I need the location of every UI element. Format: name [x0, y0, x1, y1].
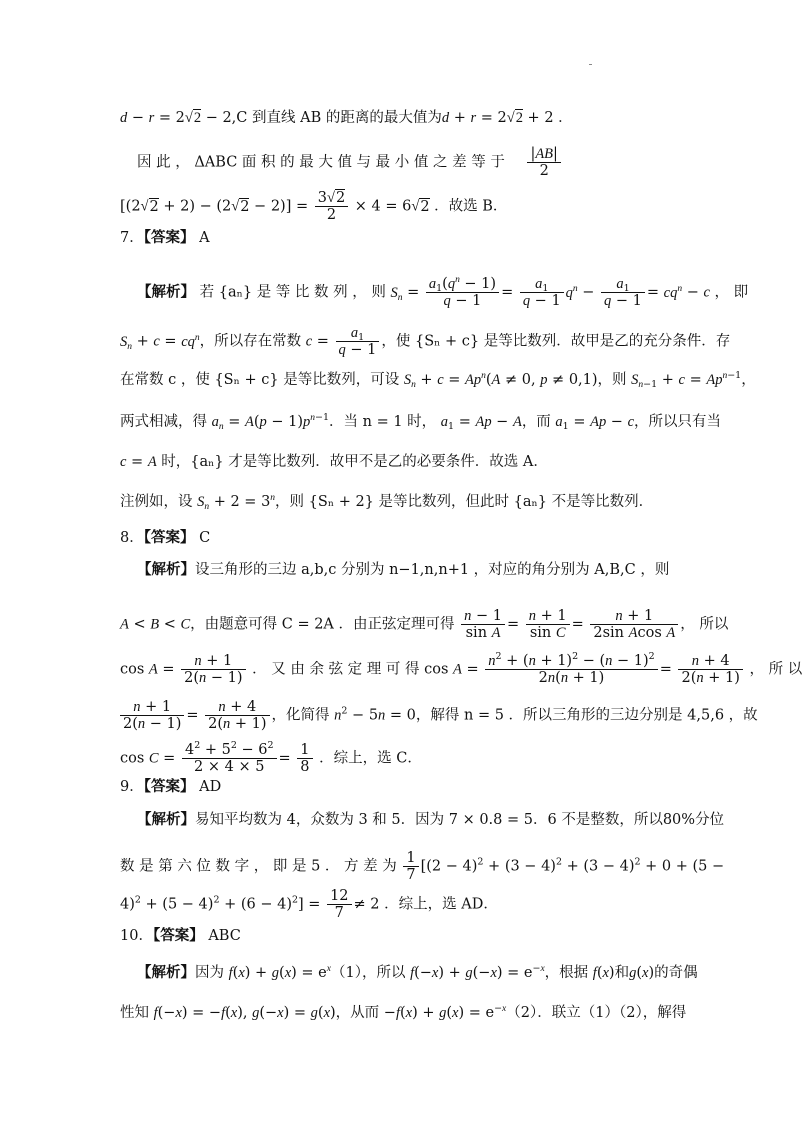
corner-mark — [589, 64, 592, 65]
q10-answer-label: 【答案】 — [152, 927, 204, 944]
q7-answer: A — [199, 230, 210, 246]
q6-line-3: [(2√2 + 2) − (2√2 − 2)] = $\frac{3√2}{2}$ × 4 = 6√2 ．故选 B． — [120, 190, 508, 223]
q9-l2-a: 数 是 第 六 位 数 字 ， 即 是 5 ． 方 差 为 — [120, 858, 397, 875]
q7-l2-b: ，使 {Sₙ + c} 是等比数列．故甲是乙的充分条件．存 — [381, 333, 731, 350]
q10-number: 10． — [120, 928, 153, 944]
q7-l3-a: 在常数 c ，使 {Sₙ + c} 是等比数列，可设 — [120, 372, 400, 388]
q8-line-5: cos C = $\frac{4^2 + 5^2 - 6^2}{2 \times 4 \times 5}$ = $\frac{1}{8}$ ．综上，选 C． — [120, 740, 422, 775]
q9-line-3: $4)^2 + (5 - 4)^2 + (6 - 4)^2$] = $\frac{12}{7}$ ≠ 2 ．综上，选 AD． — [120, 888, 498, 921]
q6-line-2: 因 此 ， ΔABC 面 积 的 最 大 值 与 最 小 值 之 差 等 于 $\frac{|AB|}{2}$ — [137, 146, 674, 179]
q9-heading — [120, 777, 221, 797]
q8-line-4: $\frac{n + 1}{2(n - 1)}$ = $\frac{n + 4}{2(n + 1)}$ ，化简得 $n^2 - 5n = 0$，解得 n = 5 ．所以三角形的三边分别是 4,5,6 ，故 — [120, 699, 674, 732]
q10-line-1: 【解析】因为 $f(x) + g(x) = e^x(1)$，所以 $f(-x) + g(-x) = e^{-x}$，根据 f(x)和g(x)的奇偶 — [137, 963, 698, 981]
q7-number: 7． — [120, 230, 144, 246]
q9-answer: AD — [199, 779, 222, 795]
q9-l3-a: ．综上，选 AD． — [384, 896, 498, 913]
q6-line-1: d − r = 2√2 − 2,C 到直线 AB 的距离的最大值为d + r = 2√2 + 2 ． — [120, 110, 573, 126]
q7-line-5: c = A 时，{aₙ} 才是等比数列．故甲不是乙的必要条件．故选 A． — [120, 454, 548, 470]
q10-l1-c: ，根据 — [544, 965, 589, 981]
q7-l1-b: ， 即 — [714, 284, 749, 301]
q9-l1-b: 不是整数，所以 — [561, 812, 663, 828]
q7-analysis-label: 【解析】 — [137, 283, 195, 301]
q7-l5-a: 时，{aₙ} 才是等比数列．故甲不是乙的必要条件．故选 A． — [161, 454, 548, 470]
q9-answer-label: 【答案】 — [143, 778, 195, 795]
q7-l3-b: ，则 — [597, 372, 627, 388]
q10-l1-d: 的奇偶 — [654, 965, 698, 981]
q7-line-1: 【解析】 若 {aₙ} 是 等 比 数 列 ， 则 $S_n$ = $\frac{a_1(q^n - 1)}{q - 1}$ = $\frac{a_1}{q - 1}$ $q^n$ − $\frac{a_1}{q - 1}$ = $cq^n - c$ ， 即 — [137, 275, 749, 309]
q7-note: 注例如，设 $S_n + 2 = 3^n$，则 {Sₙ + 2} 是等比数列，但此时 {aₙ} 不是等比数列． — [120, 493, 654, 512]
q8-line-3: cos A = $\frac{n + 1}{2(n - 1)}$ ． 又 由 余 弦 定 理 可 得 cos A = $\frac{n^2 + (n + 1)^2 - (n - 1)^2}{2n(n + 1)}$ = $\frac{n + 4}{2(n + 1)}$ ， 所 以 — [120, 651, 802, 686]
q10-answer: ABC — [208, 928, 241, 944]
q10-l1-a: 因为 — [195, 965, 224, 981]
q8-answer-label: 【答案】 — [143, 529, 195, 546]
q7-l1-a: 若 {aₙ} 是 等 比 数 列 ， 则 — [199, 284, 386, 301]
q8-number: 8． — [120, 530, 144, 546]
q6-l1-text: C 到直线 AB 的距离的最大值为 — [236, 110, 442, 126]
q8-line-1 — [137, 560, 674, 580]
q9-line-1: 【解析】易知平均数为 4，众数为 3 和 5．因为 7 × 0.8 = 5．6 不是整数，所以80%分位 — [137, 811, 725, 828]
q7-line-3: 在常数 c ，使 {Sₙ + c} 是等比数列，可设 $S_n + c = Ap^n(A \ne 0$, p ≠ 0,1)，则 $S_{n-1} + c = Ap^{n-1}$， — [120, 370, 756, 390]
q10-line-2: 性知 f(−x) = −f(x), g(−x) = g(x)，从而 $-f(x) + g(x) = e^{-x}(2)$．联立（1）（2），解得 — [120, 1003, 687, 1021]
q7-note-a: 注例如，设 — [120, 494, 193, 510]
q10-l2-a: 性知 — [120, 1005, 149, 1021]
q7-l4-d: ，所以只有当 — [634, 414, 722, 430]
q6-l2-text: 因 此 ， ΔABC 面 积 的 最 大 值 与 最 小 值 之 差 等 于 — [137, 154, 505, 171]
q7-l4-a: 两式相减，得 — [120, 414, 207, 430]
q8-line-2: A < B < C，由题意可得 C = 2A ．由正弦定理可得 $\frac{n - 1}{\text{sin A}}$ = $\frac{n + 1}{\text{sin C}}$ = $\frac{n + 1}{\text{2sin Acos A}}$ ， 所以 — [120, 608, 729, 641]
q8-l5-a: ．综上，选 C． — [319, 750, 422, 767]
q8-l2-b: ， 所以 — [680, 616, 729, 633]
q8-l3-a: ． 又 由 余 弦 定 理 可 得 — [252, 661, 420, 678]
q7-line-2: $S_n + c = cq^n$，所以存在常数 c = $\frac{a_1}{q - 1}$ ，使 {Sₙ + c} 是等比数列．故甲是乙的充分条件．存 — [120, 325, 731, 358]
q8-l2-a: ，由题意可得 C = 2A ．由正弦定理可得 — [190, 616, 455, 633]
q8-l4-b: ，解得 n = 5 ．所以三角形的三边分别是 4,5,6 ，故 — [415, 707, 758, 724]
q8-answer: C — [199, 530, 211, 546]
q7-heading — [120, 228, 210, 248]
q8-l1-a: 设三角形的三边 a,b,c 分别为 n−1,n,n+1 ，对应的角分别为 A,B,C ，则 — [195, 562, 670, 578]
q10-analysis-label: 【解析】 — [137, 964, 195, 981]
q10-l2-b: ，从而 — [335, 1005, 380, 1021]
q8-analysis-label: 【解析】 — [137, 561, 195, 578]
q7-l2-a: ，所以存在常数 — [199, 333, 302, 350]
q8-heading — [120, 528, 210, 548]
q9-number: 9． — [120, 779, 144, 795]
q6-l3-text: ．故选 B． — [434, 198, 508, 215]
q7-l4-b: ．当 n = 1 时， — [329, 414, 437, 430]
q10-l1-b: （1），所以 — [330, 965, 406, 981]
q8-l3-b: ， 所 以 — [749, 661, 802, 678]
q7-line-4: 两式相减，得 $a_n = A(p - 1)p^{n-1}$．当 n = 1 时， $a_1 = Ap - A$，而 $a_1 = Ap - c$，所以只有当 — [120, 412, 722, 432]
q7-l4-c: ，而 — [521, 414, 551, 430]
q10-l2-c: （2）．联立（1）（2），解得 — [506, 1005, 687, 1021]
q8-l4-a: ，化简得 — [271, 707, 330, 724]
q9-line-2: 数 是 第 六 位 数 字 ， 即 是 5 ． 方 差 为 $\frac{1}{7}$ [$(2 - 4)^2 + (3 - 4)^2 + (3 - 4)^2 + 0 + (5$ − — [120, 850, 725, 883]
q7-answer-label: 【答案】 — [143, 229, 195, 246]
q10-heading — [120, 926, 241, 946]
q7-note-b: ，则 {Sₙ + 2} 是等比数列，但此时 {aₙ} 不是等比数列． — [275, 494, 654, 510]
q9-l1-c: 分位 — [695, 812, 725, 828]
q9-l1-a: 易知平均数为 4，众数为 3 和 5．因为 — [195, 812, 445, 828]
q9-analysis-label: 【解析】 — [137, 811, 195, 828]
